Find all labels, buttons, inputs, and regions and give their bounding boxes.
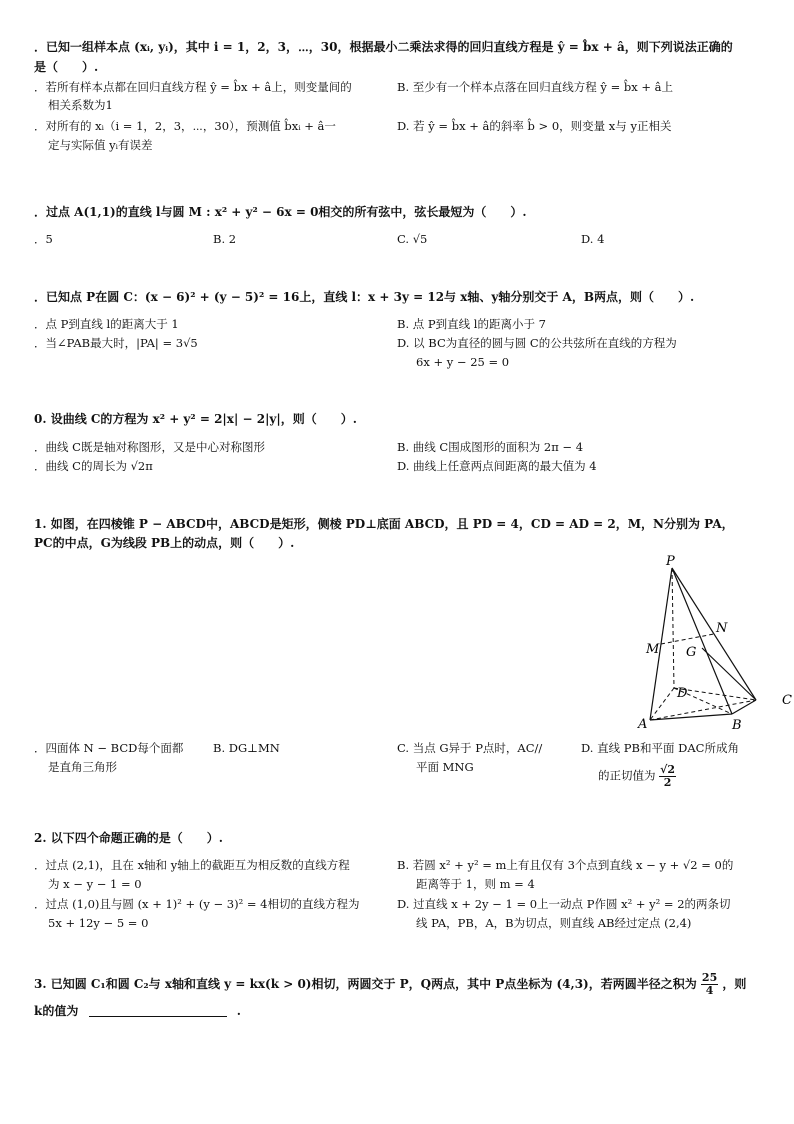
q10-option-d: D. 曲线上任意两点间距离的最大值为 4 xyxy=(397,459,597,473)
q10-option-a: ．曲线 C既是轴对称图形，又是中心对称图形 xyxy=(34,440,265,454)
q12-option-a-line1: ．过点 (2,1)，且在 x轴和 y轴上的截距互为相反数的直线方程 xyxy=(34,858,350,872)
q12-option-c-line1: ．过点 (1,0)且与圆 (x + 1)² + (y − 3)² = 4相切的直线方程为 xyxy=(34,897,360,911)
label-c: C xyxy=(782,693,792,708)
q12-option-d-line1: D. 过直线 x + 2y − 1 = 0上一动点 P作圆 x² + y² = 2的两条切 xyxy=(397,897,731,911)
label-b: B xyxy=(732,718,742,732)
q11-option-c-line2: 平面 MNG xyxy=(416,760,474,774)
q12-option-c-line2: 5x + 12y − 5 = 0 xyxy=(48,916,149,930)
segment-mn xyxy=(661,634,714,644)
q8-stem: ．过点 A(1,1)的直线 l与圆 M : x² + y² − 6x = 0相交的所有弦中，弦长最短为（ ）. xyxy=(34,205,527,219)
pyramid-figure xyxy=(636,552,794,732)
q8-option-b: B. 2 xyxy=(213,232,237,246)
q11-option-d-line2 xyxy=(598,764,676,789)
q13-stem2-end: . xyxy=(236,1004,241,1018)
q12-option-b-line1: B. 若圆 x² + y² = m上有且仅有 3个点到直线 x − y + √2 = 0的 xyxy=(397,858,734,872)
q7-option-a-line2: 相关系数为1 xyxy=(48,98,113,112)
edge-pd xyxy=(672,568,674,688)
label-a: A xyxy=(638,717,648,732)
q13-frac-numerator: 25 xyxy=(701,971,718,984)
q11-option-a-line1: ．四面体 N − BCD每个面都 xyxy=(34,741,184,755)
q9-option-c: ．当∠PAB最大时，|PA| = 3√5 xyxy=(34,336,198,350)
q7-stem-line1: ．已知一组样本点 (xᵢ, yᵢ)，其中 i = 1，2，3，⋯，30，根据最小二乘法求得的回归直线方程是 ŷ = b̂x + â，则下列说法正确的 xyxy=(34,40,733,54)
q11-option-a-line2: 是直角三角形 xyxy=(48,760,117,774)
segment-gc xyxy=(702,648,756,700)
q9-stem: ．已知点 P在圆 C：(x − 6)² + (y − 5)² = 16上，直线 l：x + 3y = 12与 x轴、y轴分别交于 A，B两点，则（ ）. xyxy=(34,290,695,304)
label-p: P xyxy=(666,554,675,569)
q13-stem-end: ，则 xyxy=(722,977,747,991)
label-g: G xyxy=(686,645,697,660)
q7-stem-line2: 是（ ）. xyxy=(34,60,99,74)
q13-stem2-text: k的值为 xyxy=(34,1004,79,1018)
q10-option-c: ．曲线 C的周长为 √2π xyxy=(34,459,153,473)
q13-fraction xyxy=(701,972,718,997)
label-m: M xyxy=(646,642,660,657)
q9-option-b: B. 点 P到直线 l的距离小于 7 xyxy=(397,317,546,331)
diagonal-ac xyxy=(650,700,756,720)
q7-option-b: B. 至少有一个样本点落在回归直线方程 ŷ = b̂x + â上 xyxy=(397,80,674,94)
q11-stem-line1: 1. 如图，在四棱锥 P − ABCD中，ABCD是矩形，侧棱 PD⊥底面 ABCD，且 PD = 4，CD = AD = 2，M，N分别为 PA， xyxy=(34,517,734,531)
q11-frac-numerator: √2 xyxy=(660,763,676,776)
q8-option-a: ．5 xyxy=(34,232,53,246)
q8-option-c: C. √5 xyxy=(397,232,428,246)
q9-option-d-line1: D. 以 BC为直径的圆与圆 C的公共弦所在直线的方程为 xyxy=(397,336,677,350)
q8-option-d: D. 4 xyxy=(581,232,605,246)
q11-option-d-text: 的正切值为 xyxy=(598,768,656,783)
q9-option-d-line2: 6x + y − 25 = 0 xyxy=(416,355,510,369)
q7-option-a-line1: ．若所有样本点都在回归直线方程 ŷ = b̂x + â上，则变量间的 xyxy=(34,80,352,94)
q7-option-d: D. 若 ŷ = b̂x + â的斜率 b̂ > 0，则变量 x与 y正相关 xyxy=(397,119,672,133)
q13-stem-text: 3. 已知圆 C₁和圆 C₂与 x轴和直线 y = kx(k > 0)相切，两圆交于 P，Q两点，其中 P点坐标为 (4,3)，若两圆半径之积为 xyxy=(34,977,697,991)
q10-stem: 0. 设曲线 C的方程为 x² + y² = 2|x| − 2|y|，则（ ）. xyxy=(34,412,357,426)
q11-option-c-line1: C. 当点 G异于 P点时，AC// xyxy=(397,741,543,755)
q13-stem-line1 xyxy=(34,972,746,997)
q12-option-a-line2: 为 x − y − 1 = 0 xyxy=(48,877,142,891)
q13-answer-blank[interactable] xyxy=(89,1004,227,1017)
q7-option-c-line1: ．对所有的 xᵢ（i = 1，2，3，⋯，30），预测值 b̂xᵢ + â一 xyxy=(34,119,336,133)
edge-bc xyxy=(732,700,756,714)
q11-stem-line2: PC的中点，G为线段 PB上的动点，则（ ）. xyxy=(34,536,295,550)
label-d: D xyxy=(677,686,688,701)
label-n: N xyxy=(716,621,728,636)
q9-option-a: ．点 P到直线 l的距离大于 1 xyxy=(34,317,179,331)
q11-option-b: B. DG⊥MN xyxy=(213,741,280,755)
q11-frac-denominator: 2 xyxy=(663,776,672,789)
edge-ab xyxy=(650,714,732,720)
q11-option-d-fraction xyxy=(659,764,676,789)
q12-stem: 2. 以下四个命题正确的是（ ）. xyxy=(34,831,223,845)
q12-option-b-line2: 距离等于 1，则 m = 4 xyxy=(416,877,535,891)
q11-option-d-line1: D. 直线 PB和平面 DAC所成角 xyxy=(581,741,739,755)
q12-option-d-line2: 线 PA，PB，A，B为切点，则直线 AB经过定点 (2,4) xyxy=(416,916,692,930)
q13-stem-line2 xyxy=(34,1002,241,1020)
q7-option-c-line2: 定与实际值 yᵢ有误差 xyxy=(48,138,153,152)
q13-frac-denominator: 4 xyxy=(705,984,714,997)
q10-option-b: B. 曲线 C围成图形的面积为 2π − 4 xyxy=(397,440,584,454)
